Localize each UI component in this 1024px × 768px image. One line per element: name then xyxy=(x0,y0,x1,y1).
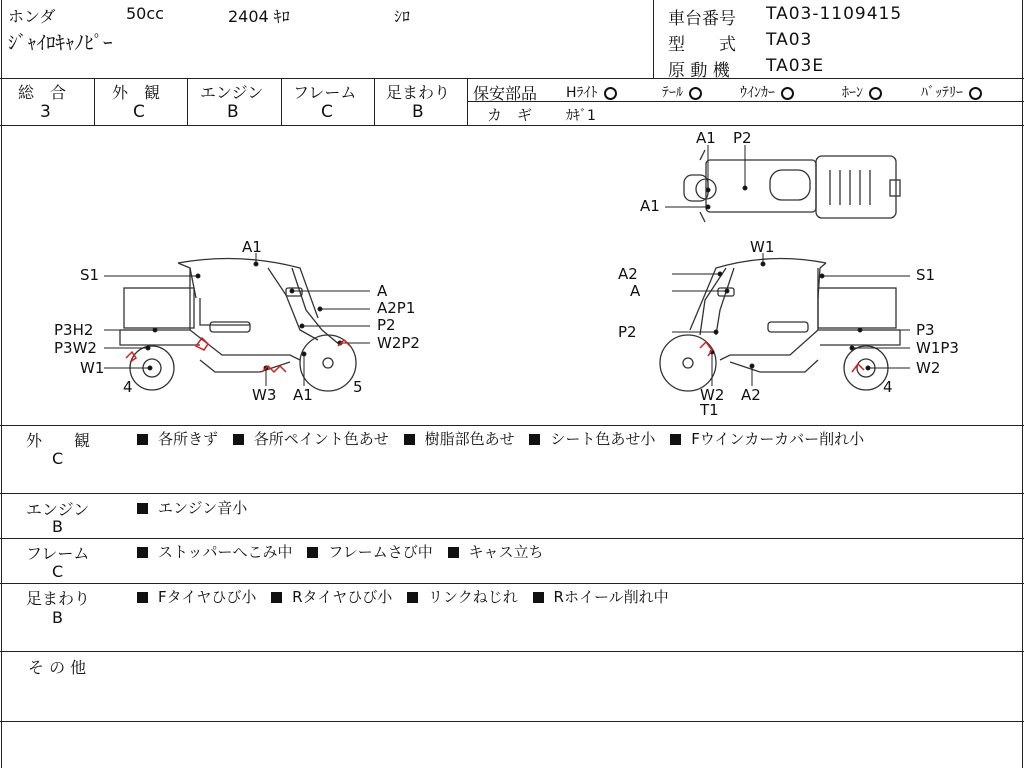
left-side-scooter xyxy=(120,259,356,391)
bullet-square-icon xyxy=(533,592,544,603)
row-line-538 xyxy=(0,538,1024,539)
ok-circle-icon xyxy=(689,87,702,100)
engine-model-label: 原 動 機 xyxy=(668,61,730,81)
ok-circle-icon xyxy=(781,87,794,100)
safety-item-tail: ﾃｰﾙ xyxy=(662,82,702,102)
diagram-label: T1 xyxy=(700,401,719,419)
section-suspension-grade: B xyxy=(52,608,63,627)
type-value: TA03 xyxy=(766,30,813,50)
diagram-label: W2 xyxy=(700,386,725,404)
row-line-425 xyxy=(0,425,1024,426)
row-line-78 xyxy=(0,78,1024,79)
diagram-label: A2 xyxy=(618,265,638,283)
top-view-scooter xyxy=(684,150,900,222)
list-item: Fウインカーカバー削れ小 xyxy=(691,430,865,448)
diagram-label: S1 xyxy=(80,266,100,284)
row-line-651 xyxy=(0,651,1024,652)
model-name: ｼﾞｬｲﾛｷｬﾉﾋﾟｰ xyxy=(8,32,113,54)
list-item: シート色あせ小 xyxy=(550,430,656,448)
section-suspension-items xyxy=(137,586,679,607)
mileage: 2404 ｷﾛ xyxy=(228,7,290,26)
safety-item-headlight: Hﾗｲﾄ xyxy=(566,82,617,102)
right-side-scooter xyxy=(660,259,900,391)
diagram-label: P3 xyxy=(916,321,935,339)
engine-label: エンジン xyxy=(200,83,264,102)
diagram-label: P2 xyxy=(377,316,396,334)
diagram-label: A1 xyxy=(640,197,660,215)
diagram-label: W1 xyxy=(750,238,775,256)
bullet-square-icon xyxy=(137,434,148,445)
diagram-label: S1 xyxy=(916,266,936,284)
list-item: ストッパーへこみ中 xyxy=(158,543,293,561)
bullet-square-icon xyxy=(137,503,148,514)
diagram-label: W2P2 xyxy=(377,334,420,352)
diagram-label: A1 xyxy=(293,386,313,404)
ok-circle-icon xyxy=(969,87,982,100)
maker: ホンダ xyxy=(8,7,56,26)
exterior-value: C xyxy=(133,102,145,122)
row-line-721 xyxy=(0,721,1024,722)
key-value: ｶｷﾞ1 xyxy=(566,108,596,124)
diagram-label: A1 xyxy=(696,129,716,147)
suspension-label: 足まわり xyxy=(386,83,451,102)
diagram-label: P2 xyxy=(733,129,752,147)
engine-cc: 50cc xyxy=(126,4,164,23)
safety-item-horn: ﾎｰﾝ xyxy=(842,82,882,102)
bullet-square-icon xyxy=(307,547,318,558)
grade-col-3 xyxy=(281,78,282,125)
diagram-label: A xyxy=(377,282,388,300)
diagram-label: 4 xyxy=(123,378,133,396)
section-frame-items xyxy=(137,541,554,562)
section-other-label: そ の 他 xyxy=(28,658,87,677)
section-exterior-grade: C xyxy=(52,449,64,468)
grade-col-2 xyxy=(187,78,188,125)
safety-label: 保安部品 xyxy=(473,84,538,103)
list-item: 樹脂部色あせ xyxy=(424,430,515,448)
list-item: フレームさび中 xyxy=(328,543,433,561)
diagram-label: P3H2 xyxy=(54,321,94,339)
vehicle-diagram xyxy=(0,126,1024,424)
diagram-label: W1P3 xyxy=(916,339,959,357)
chassis-value: TA03-1109415 xyxy=(766,4,903,24)
section-engine-items xyxy=(137,497,257,518)
diagram-label: W3 xyxy=(252,386,277,404)
engine-value: B xyxy=(227,102,239,122)
diagram-label: W2 xyxy=(916,359,941,377)
bullet-square-icon xyxy=(529,434,540,445)
ok-circle-icon xyxy=(604,87,617,100)
overall-label: 総 合 xyxy=(18,83,67,102)
section-frame-grade: C xyxy=(52,562,64,581)
section-frame-label: フレーム xyxy=(26,544,90,563)
section-suspension-label: 足まわり xyxy=(26,589,91,608)
diagram-label: 5 xyxy=(353,378,363,396)
bullet-square-icon xyxy=(407,592,418,603)
bullet-square-icon xyxy=(670,434,681,445)
bullet-square-icon xyxy=(271,592,282,603)
diagram-label: A xyxy=(630,282,641,300)
diagram-label: A2P1 xyxy=(377,299,416,317)
bullet-square-icon xyxy=(137,592,148,603)
frame-label: フレーム xyxy=(293,83,357,102)
diagram-label: A1 xyxy=(242,238,262,256)
exterior-label: 外 観 xyxy=(112,83,161,102)
list-item: 各所ペイント色あせ xyxy=(253,430,389,448)
bullet-square-icon xyxy=(448,547,459,558)
list-item: Rホイール削れ中 xyxy=(553,588,669,606)
diagram-label: P2 xyxy=(618,323,637,341)
list-item: Fタイヤひび小 xyxy=(158,588,257,606)
grade-col-1 xyxy=(94,78,95,125)
header-divider xyxy=(653,0,654,78)
overall-value: 3 xyxy=(40,102,51,122)
section-engine-grade: B xyxy=(52,517,63,536)
suspension-value: B xyxy=(412,102,424,122)
grade-col-5 xyxy=(467,78,468,125)
bullet-square-icon xyxy=(233,434,244,445)
diagram-label: A2 xyxy=(741,386,761,404)
list-item: キャス立ち xyxy=(468,543,544,561)
type-label: 型 式 xyxy=(668,35,736,55)
safety-item-winker: ｳｲﾝｶｰ xyxy=(740,82,794,102)
frame-value: C xyxy=(321,102,333,122)
row-line-583 xyxy=(0,583,1024,584)
bullet-square-icon xyxy=(404,434,415,445)
chassis-label: 車台番号 xyxy=(668,9,736,29)
section-exterior-items xyxy=(137,428,874,449)
diagram-label: W1 xyxy=(80,359,105,377)
row-line-493 xyxy=(0,493,1024,494)
ok-circle-icon xyxy=(869,87,882,100)
bullet-square-icon xyxy=(137,547,148,558)
list-item: 各所きず xyxy=(158,430,219,448)
list-item: リンクねじれ xyxy=(428,588,518,606)
safety-item-battery: ﾊﾞｯﾃﾘｰ xyxy=(921,82,982,102)
key-label: カ ギ xyxy=(487,106,533,124)
diagram-label: 4 xyxy=(883,378,893,396)
section-exterior-label: 外 観 xyxy=(26,431,91,450)
engine-model-value: TA03E xyxy=(766,56,825,76)
list-item: エンジン音小 xyxy=(158,499,248,517)
section-engine-label: エンジン xyxy=(26,500,90,519)
body-color: ｼﾛ xyxy=(394,7,411,26)
grade-col-4 xyxy=(374,78,375,125)
diagram-label: P3W2 xyxy=(54,339,97,357)
list-item: Rタイヤひび小 xyxy=(292,588,393,606)
